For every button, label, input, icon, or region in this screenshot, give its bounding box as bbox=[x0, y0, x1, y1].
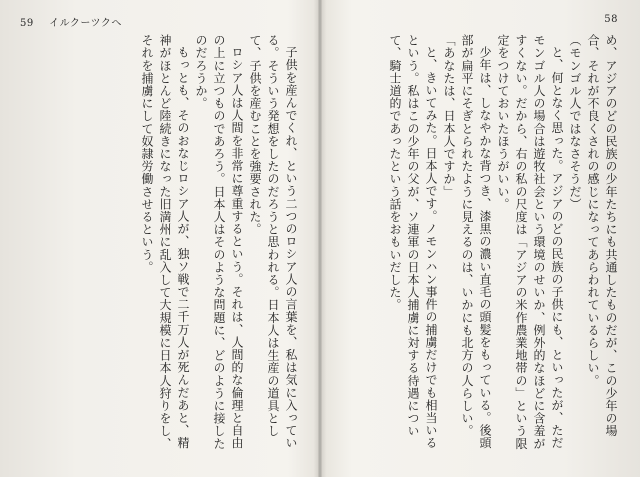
book-gutter bbox=[318, 0, 322, 477]
right-page-number: 58 bbox=[604, 14, 618, 25]
right-quote-2: 「あなたは、日本人ですか」 bbox=[442, 34, 456, 198]
left-page-number: 59 bbox=[20, 18, 34, 29]
right-paragraph-1: め、アジアのどの民族の少年たちにも共通したものだが、この少年の場合、それが不良くされの感じになってあらわれているらしい。 bbox=[586, 34, 618, 438]
left-page bbox=[10, 0, 310, 477]
left-page-text bbox=[28, 34, 300, 454]
right-page bbox=[330, 0, 630, 477]
right-paragraph-4: と、きいてみた。日本人です。ノモンハン事件の捕虜だけでも相当いるという。私はこの少年の父が、ソ連軍の日本人捕虜に対する待遇について、騎士道的であったという話をおもいだした。 bbox=[388, 34, 438, 450]
right-page-text bbox=[344, 34, 620, 454]
left-page-header bbox=[20, 14, 122, 29]
right-paragraph-3: 少年は、しなやかな背つき、漆黒の濃い直毛の頭髪をもっている。後頭部が扁平にそぎとられたように見えるのは、いかにも北方の人らしい。 bbox=[460, 34, 492, 450]
right-page-header bbox=[604, 14, 618, 25]
right-paragraph-2: と、何となく思った。アジアのどの民族の子供にも、といったが、ただモンゴル人の場合は遊牧社会という環境のせいか、例外的なほどに含羞がすくない。だから、右の私の尺度は「アジアの米作農業地帯の」という限定をつけておいたほうがいい。 bbox=[496, 34, 564, 450]
left-paragraph-3: もっとも、そのおなじロシア人が、独ソ戦で二千万人が死んだあと、精神がほとんど陸続きになった旧満州に乱入して大規模に日本人狩りをし、それを捕虜にして奴隷労働させるという。 bbox=[140, 34, 190, 450]
right-quote-1: （モンゴル人ではなさそうだ） bbox=[568, 34, 582, 211]
left-paragraph-1: 子供を産んでくれ、という二つのロシア人の言葉を、私は気に入っている。そういう発想をしたのだろうと思われる。日本人は生産の道具として、子供を産むことを強要された。 bbox=[248, 34, 298, 450]
left-chapter-title: イルクーツクへ bbox=[49, 18, 122, 29]
left-paragraph-2: ロシア人は人間を非常に尊重するという。それは、人間的な倫理と自由の上に立つものであろう。日本人はそのような問題に、どのように接したのだろうか。 bbox=[194, 34, 244, 450]
